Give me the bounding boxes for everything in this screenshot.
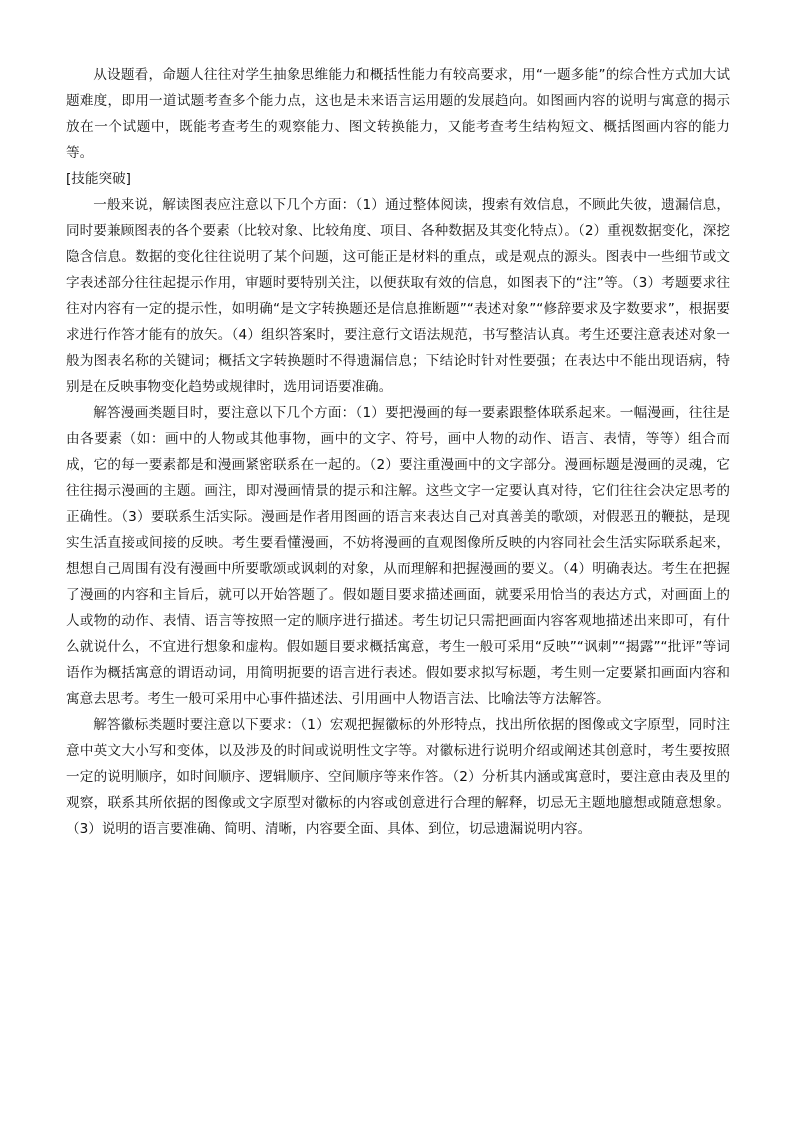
intro-paragraph: 从设题看，命题人往往对学生抽象思维能力和概括性能力有较高要求，用“一题多能”的综合性方式加大试题难度，即用一道试题考查多个能力点，这也是未来语言运用题的发展趋向。如图画内容的说明与寓意的揭示放在一个试题中，既能考查考生的观察能力、图文转换能力，又能考查考生结构短文、概括图画内容的能力等。 xyxy=(66,67,730,161)
chart-reading-paragraph: 一般来说，解读图表应注意以下几个方面：（1）通过整体阅读，搜索有效信息，不顾此失彼，遗漏信息，同时要兼顾图表的各个要素（比较对象、比较角度、项目、各种数据及其变化特点）。（2）重视数据变化，深挖隐含信息。数据的变化往往说明了某个问题，这可能正是材料的重点，或是观点的源头。图表中一些细节或文字表述部分往往起提示作用，审题时要特别关注，以便获取有效的信息，如图表下的“注”等。（3）考题要求往往对内容有一定的提示性，如明确“是文字转换题还是信息推断题”“表述对象”“修辞要求及字数要求”，根据要求进行作答才能有的放矢。（4）组织答案时，要注意行文语法规范，书写整洁认真。考生还要注意表述对象一般为图表名称的关键词；概括文字转换题时不得遗漏信息；下结论时针对性要强；在表达中不能出现语病，特别是在反映事物变化趋势或规律时，选用词语要准确。 xyxy=(66,197,730,395)
document-page xyxy=(66,62,730,842)
emblem-paragraph: 解答徽标类题时要注意以下要求：（1）宏观把握徽标的外形特点，找出所依据的图像或文字原型，同时注意中英文大小写和变体，以及涉及的时间或说明性文字等。对徽标进行说明介绍或阐述其创意时，考生要按照一定的说明顺序，如时间顺序、逻辑顺序、空间顺序等来作答。（2）分析其内涵或寓意时，要注意由表及里的观察，联系其所依据的图像或文字原型对徽标的内容或创意进行合理的解释，切忌无主题地臆想或随意想象。（3）说明的语言要准确、简明、清晰，内容要全面、具体、到位，切忌遗漏说明内容。 xyxy=(66,717,730,837)
cartoon-paragraph: 解答漫画类题目时，要注意以下几个方面：（1）要把漫画的每一要素跟整体联系起来。一幅漫画，往往是由各要素（如：画中的人物或其他事物，画中的文字、符号，画中人物的动作、语言、表情，等等）组合而成，它的每一要素都是和漫画紧密联系在一起的。（2）要注重漫画中的文字部分。漫画标题是漫画的灵魂，它往往揭示漫画的主题。画注，即对漫画情景的提示和注解。这些文字一定要认真对待，它们往往会决定思考的正确性。（3）要联系生活实际。漫画是作者用图画的语言来表达自己对真善美的歌颂，对假恶丑的鞭挞，是现实生活直接或间接的反映。考生要看懂漫画，不妨将漫画的直观图像所反映的内容同社会生活实际联系起来，想想自己周围有没有漫画中所要歌颂或讽刺的对象，从而理解和把握漫画的要义。（4）明确表达。考生在把握了漫画的内容和主旨后，就可以开始答题了。假如题目要求描述画面，就要采用恰当的表达方式，对画面上的人或物的动作、表情、语言等按照一定的顺序进行描述。考生切记只需把画面内容客观地描述出来即可，有什么就说什么，不宜进行想象和虚构。假如题目要求概括寓意，考生一般可采用“反映”“讽刺”“揭露”“批评”等词语作为概括寓意的谓语动词，用简明扼要的语言进行表述。假如要求拟写标题，考生则一定要紧扣画面内容和寓意去思考。考生一般可采用中心事件描述法、引用画中人物语言法、比喻法等方法解答。 xyxy=(66,405,730,707)
section-heading: [技能突破] xyxy=(66,171,131,187)
